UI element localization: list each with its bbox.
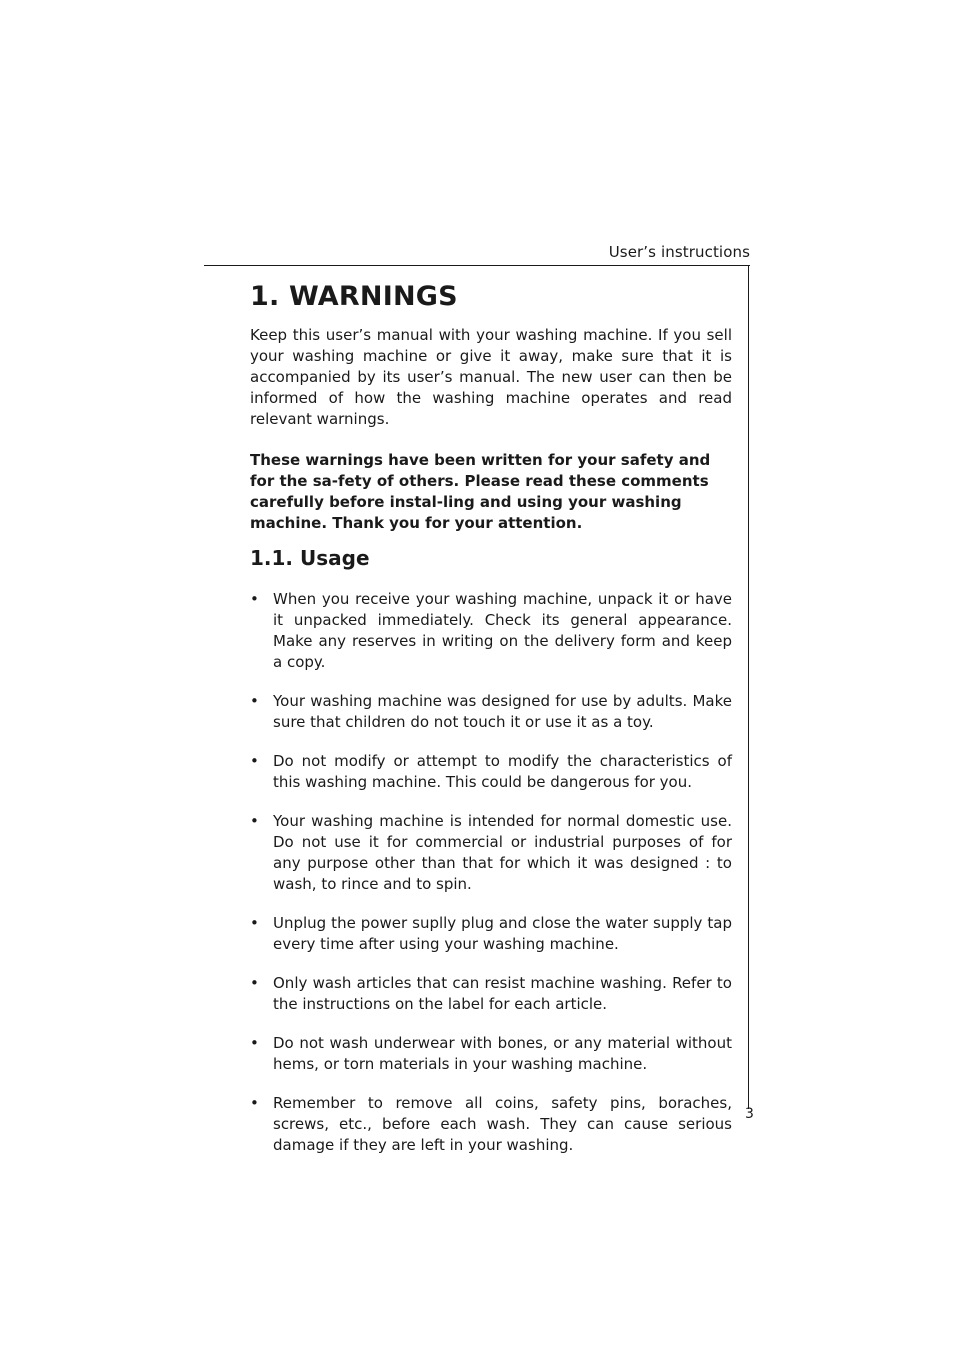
bullet: • [250, 752, 259, 770]
bullet: • [250, 1034, 259, 1052]
bullet: • [250, 974, 259, 992]
list-item [250, 589, 732, 673]
list-item [250, 691, 732, 733]
subsection-title: 1.1. Usage [250, 546, 370, 570]
main-content [250, 280, 732, 1174]
safety-notice: These warnings have been written for your safety and for the sa-fety of others. Please read these comments carefully before instal-ling and using your washing machine. Thank you for your attention. [250, 451, 711, 532]
bullet: • [250, 914, 259, 932]
list-item [250, 1093, 732, 1156]
list-item [250, 973, 732, 1015]
bullet: • [250, 1094, 259, 1112]
list-item-text: When you receive your washing machine, unpack it or have it unpacked immediately. Check its general appearance. Make any reserves in writing on the delivery form and keep a copy. [273, 590, 732, 671]
list-item-text: Your washing machine is intended for normal domestic use. Do not use it for commercial or industrial purposes of for any purpose other than that for which it was designed : to wash, to rince and to spin. [273, 812, 732, 893]
list-item-text: Unplug the power suplly plug and close the water supply tap every time after using your washing machine. [273, 914, 732, 953]
list-item [250, 1033, 732, 1075]
list-item-text: Your washing machine was designed for use by adults. Make sure that children do not touch it or use it as a toy. [273, 692, 732, 731]
top-rule [204, 265, 750, 266]
intro-paragraph: Keep this user’s manual with your washing machine. If you sell your washing machine or give it away, make sure that it is accompanied by its user’s manual. The new user can then be informed of how the washing machine operates and read relevant warnings. [250, 326, 732, 428]
bullet: • [250, 812, 259, 830]
section-title: 1. WARNINGS [250, 281, 458, 312]
bullet: • [250, 692, 259, 710]
running-head: User’s instructions [608, 243, 750, 261]
list-item-text: Only wash articles that can resist machine washing. Refer to the instructions on the label for each article. [273, 974, 732, 1013]
right-rule [748, 265, 749, 1109]
list-item-text: Do not modify or attempt to modify the characteristics of this washing machine. This could be dangerous for you. [273, 752, 732, 791]
list-item-text: Remember to remove all coins, safety pins, boraches, screws, etc., before each wash. They can cause serious damage if they are left in your washing. [273, 1094, 732, 1154]
list-item-text: Do not wash underwear with bones, or any material without hems, or torn materials in your washing machine. [273, 1034, 732, 1073]
usage-list [250, 589, 732, 1156]
list-item [250, 811, 732, 895]
list-item [250, 751, 732, 793]
bullet: • [250, 590, 259, 608]
page-number: 3 [745, 1106, 754, 1122]
list-item [250, 913, 732, 955]
